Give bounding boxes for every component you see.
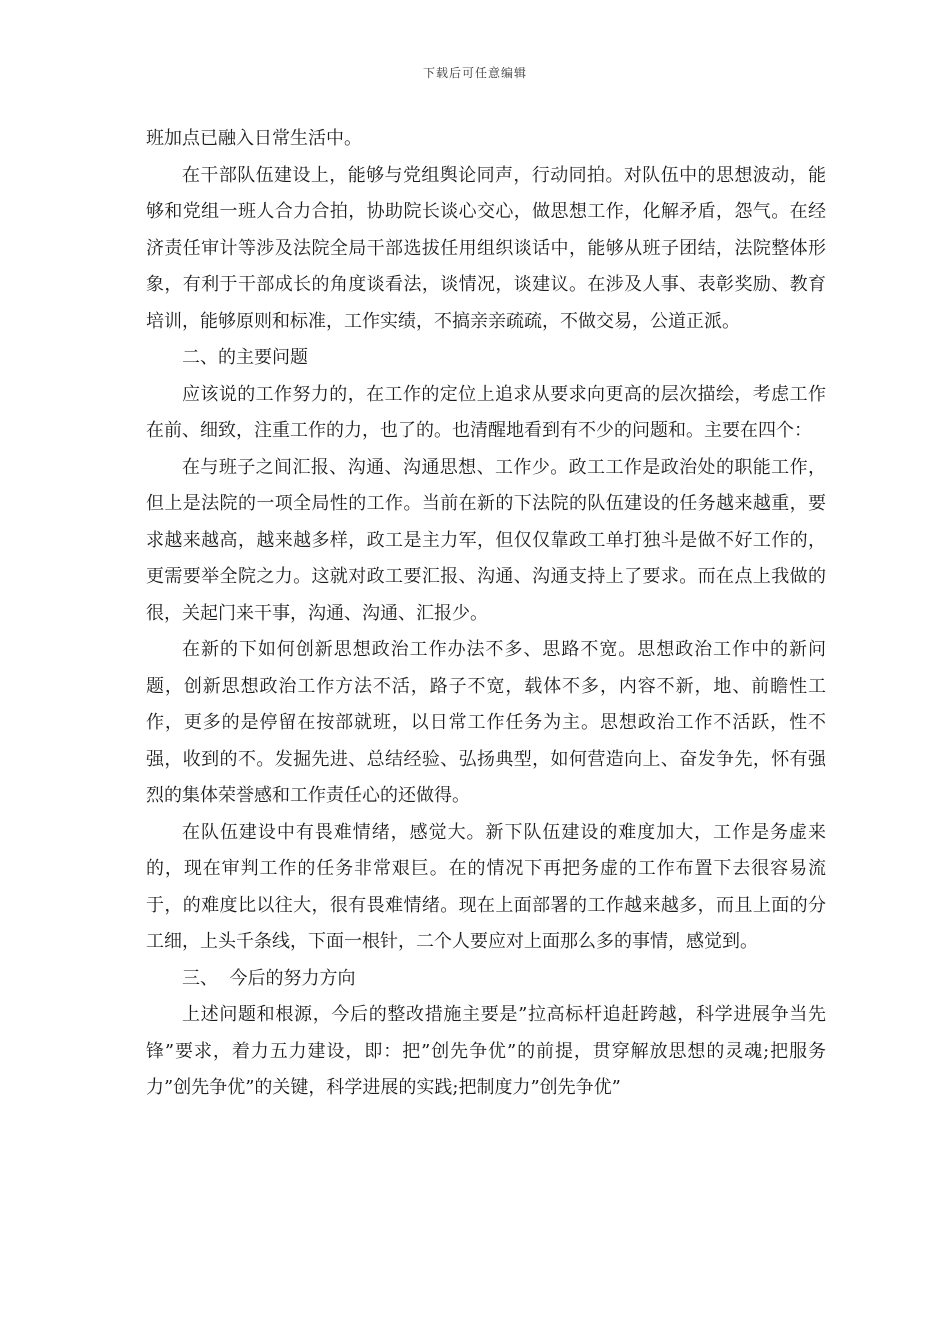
paragraph: 在干部队伍建设上，能够与党组舆论同声，行动同拍。对队伍中的思想波动，能够和党组一班人合力合拍，协助院长谈心交心，做思想工作，化解矛盾，怨气。在经济责任审计等涉及法院全局干部选拔任用组织谈话中，能够从班子团结，法院整体形象，有利于干部成长的角度谈看法，谈情况，谈建议。在涉及人事、表彰奖励、教育培训，能够原则和标准，工作实绩，不搞亲亲疏疏，不做交易，公道正派。: [146, 164, 826, 332]
paragraph: 在新的下如何创新思想政治工作办法不多、思路不宽。思想政治工作中的新问题，创新思想政治工作方法不活，路子不宽，载体不多，内容不新，地、前瞻性工作，更多的是停留在按部就班，以日常工作任务为主。思想政治工作不活跃，性不强，收到的不。发掘先进、总结经验、弘扬典型，如何营造向上、奋发争先，怀有强烈的集体荣誉感和工作责任心的还做得。: [146, 639, 826, 806]
paragraph: 在队伍建设中有畏难情绪，感觉大。新下队伍建设的难度加大，工作是务虚来的，现在审判工作的任务非常艰巨。在的情况下再把务虚的工作布置下去很容易流于，的难度比以往大，很有畏难情绪。现在上面部署的工作越来越多，而且上面的分工细，上头千条线，下面一根针，二个人要应对上面那么多的事情，感觉到。: [146, 821, 826, 952]
paragraph: 班加点已融入日常生活中。: [146, 128, 362, 149]
page-header: 下载后可任意编辑: [422, 66, 527, 80]
document-body: [146, 121, 826, 1107]
paragraph: 上述问题和根源，今后的整改措施主要是”拉高标杆追赶跨越，科学进展争当先锋”要求，着力五力建设，即：把”创先争优”的前提，贯穿解放思想的灵魂;把服务力”创先争优”的关键，科学进展的实践;把制度力”创先争优”: [146, 1004, 826, 1098]
paragraph: 应该说的工作努力的，在工作的定位上追求从要求向更高的层次描绘，考虑工作在前、细致，注重工作的力，也了的。也清醒地看到有不少的问题和。主要在四个：: [146, 383, 826, 441]
section-heading: 三、 今后的努力方向: [182, 967, 356, 989]
section-heading: 二、的主要问题: [182, 347, 308, 368]
paragraph: 在与班子之间汇报、沟通、沟通思想、工作少。政工工作是政治处的职能工作，但上是法院的一项全局性的工作。当前在新的下法院的队伍建设的任务越来越重，要求越来越高，越来越多样，政工是主力军，但仅仅靠政工单打独斗是做不好工作的，更需要举全院之力。这就对政工要汇报、沟通、沟通支持上了要求。而在点上我做的很，关起门来干事，沟通、沟通、汇报少。: [146, 456, 826, 624]
